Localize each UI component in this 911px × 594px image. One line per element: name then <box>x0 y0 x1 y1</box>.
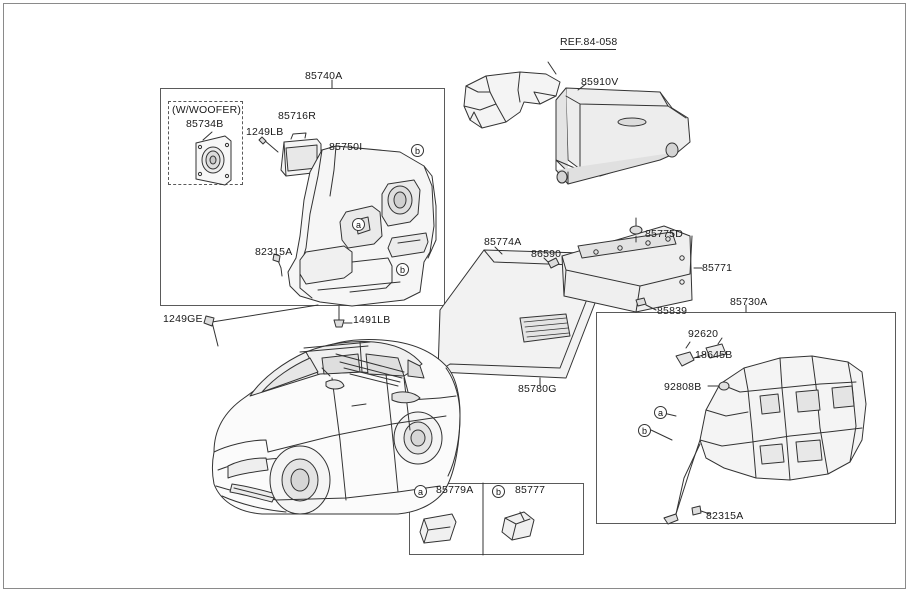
label-18645B: 18645B <box>695 349 733 361</box>
callout-marker-a-1: a <box>352 218 365 231</box>
label-85740A: 85740A <box>305 70 343 82</box>
legend-part-85777: 85777 <box>515 484 546 496</box>
label-85774A: 85774A <box>484 236 522 248</box>
label-85775D: 85775D <box>645 228 683 240</box>
label-85716R: 85716R <box>278 110 316 122</box>
label-1249LB: 1249LB <box>246 126 284 138</box>
label-ref-84-058: REF.84-058 <box>560 36 618 48</box>
callout-marker-b-3: b <box>638 424 651 437</box>
label-85910V: 85910V <box>581 76 619 88</box>
legend-marker-a: a <box>414 485 427 498</box>
label-85750I: 85750I <box>329 141 363 153</box>
label-85734B: 85734B <box>186 118 224 130</box>
label-1249GE: 1249GE <box>163 313 203 325</box>
label-1491LB: 1491LB <box>353 314 391 326</box>
ref-underline <box>560 49 616 50</box>
callout-marker-b-1: b <box>411 144 424 157</box>
label-92620: 92620 <box>688 328 719 340</box>
legend-part-85779A: 85779A <box>436 484 474 496</box>
legend-marker-b: b <box>492 485 505 498</box>
label-85780G: 85780G <box>518 383 557 395</box>
label-82315A-right: 82315A <box>706 510 744 522</box>
label-woofer-note: (W/WOOFER) <box>172 104 242 116</box>
callout-marker-b-2: b <box>396 263 409 276</box>
callout-marker-a-2: a <box>654 406 667 419</box>
label-85730A: 85730A <box>730 296 768 308</box>
label-82315A-left: 82315A <box>255 246 293 258</box>
label-85839: 85839 <box>657 305 688 317</box>
label-85771: 85771 <box>702 262 733 274</box>
label-92808B: 92808B <box>664 381 702 393</box>
label-86590: 86590 <box>531 248 562 260</box>
